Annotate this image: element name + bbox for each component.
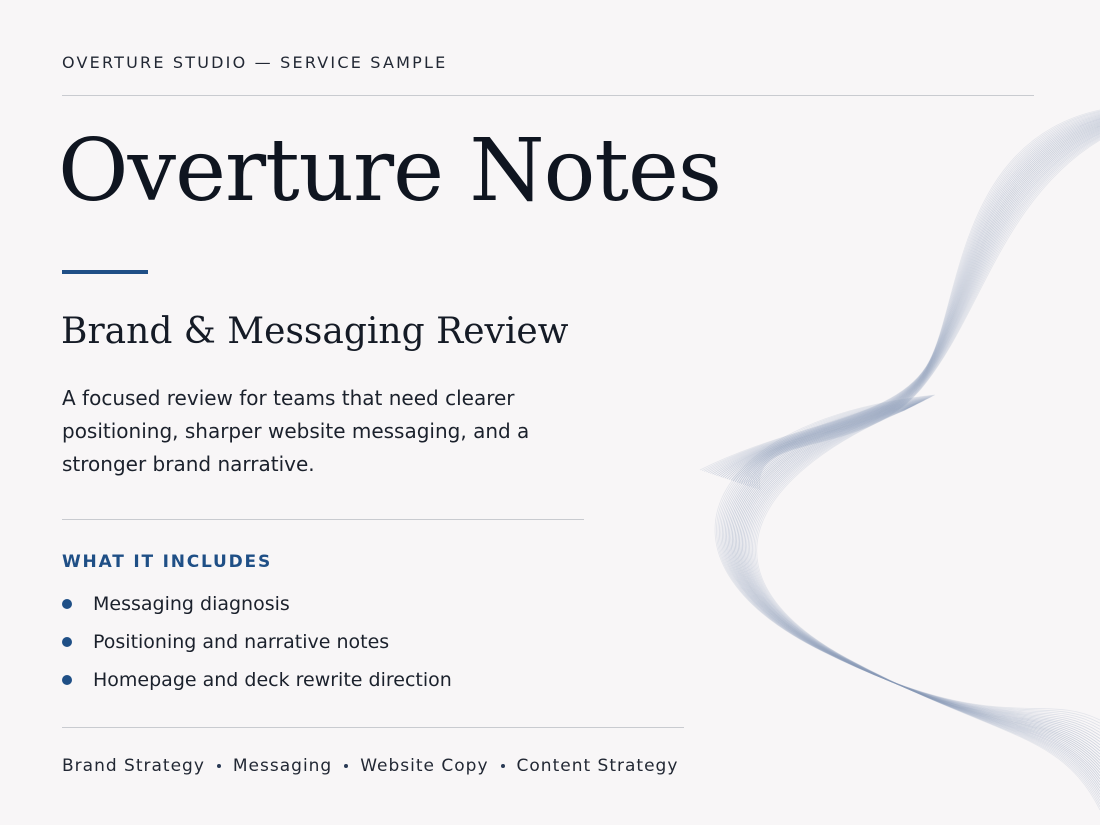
list-item-label: Homepage and deck rewrite direction bbox=[93, 669, 452, 691]
list-item bbox=[62, 627, 452, 665]
wave-line bbox=[746, 133, 1100, 485]
service-description: A focused review for teams that need clearer positioning, sharper website messaging, and a stronger brand narrative. bbox=[62, 386, 530, 476]
studio-eyebrow: OVERTURE STUDIO — SERVICE SAMPLE bbox=[62, 53, 448, 72]
wave-line bbox=[752, 136, 1100, 487]
wave-line bbox=[759, 140, 1100, 490]
wave-line bbox=[737, 403, 1100, 767]
wave-line bbox=[744, 405, 1100, 782]
wave-line bbox=[724, 398, 1100, 739]
wave-line bbox=[732, 401, 1100, 757]
wave-line bbox=[704, 112, 1100, 471]
wave-line bbox=[757, 410, 1100, 810]
wave-line bbox=[742, 405, 1100, 779]
tag-website-copy: Website Copy bbox=[360, 756, 489, 776]
wave-line bbox=[728, 400, 1100, 748]
list-item-label: Messaging diagnosis bbox=[93, 593, 290, 615]
wave-line bbox=[750, 135, 1100, 487]
wave-line bbox=[739, 130, 1100, 483]
list-item bbox=[62, 665, 452, 703]
wave-line bbox=[727, 123, 1100, 479]
wave-line bbox=[718, 396, 1100, 726]
wave-line bbox=[717, 118, 1100, 475]
wave-line bbox=[727, 399, 1100, 745]
tag-content-strategy: Content Strategy bbox=[516, 756, 679, 776]
wave-line bbox=[745, 406, 1100, 785]
wave-line bbox=[740, 404, 1100, 773]
service-subtitle: Brand & Messaging Review bbox=[61, 311, 569, 352]
includes-list bbox=[62, 589, 452, 703]
includes-heading: WHAT IT INCLUDES bbox=[62, 552, 272, 572]
bullet-icon bbox=[62, 637, 72, 647]
service-tags bbox=[62, 756, 678, 776]
separator-dot-icon bbox=[344, 764, 348, 768]
wave-line bbox=[700, 110, 1100, 470]
wave-line bbox=[741, 404, 1100, 776]
wave-line bbox=[719, 119, 1100, 476]
bullet-icon bbox=[62, 675, 72, 685]
tag-brand-strategy: Brand Strategy bbox=[62, 756, 205, 776]
wave-line bbox=[721, 120, 1100, 477]
wave-line bbox=[716, 396, 1100, 724]
wave-line bbox=[712, 116, 1100, 474]
wave-line bbox=[729, 124, 1100, 479]
wave-line bbox=[756, 138, 1100, 489]
wave-line bbox=[735, 128, 1100, 482]
middle-divider bbox=[62, 519, 584, 520]
list-item bbox=[62, 589, 452, 627]
wave-line bbox=[743, 132, 1100, 485]
wave-line bbox=[725, 399, 1100, 742]
tag-messaging: Messaging bbox=[232, 756, 333, 776]
wave-line bbox=[722, 398, 1100, 736]
wave-line bbox=[751, 408, 1100, 798]
wave-line bbox=[750, 407, 1100, 794]
wave-line bbox=[735, 402, 1100, 763]
wave-line bbox=[733, 127, 1100, 481]
wave-line bbox=[752, 408, 1100, 800]
wave-line bbox=[719, 397, 1100, 730]
separator-dot-icon bbox=[501, 764, 505, 768]
wave-line bbox=[725, 122, 1100, 478]
bottom-divider bbox=[62, 727, 684, 728]
wave-line bbox=[706, 113, 1100, 472]
wave-line bbox=[723, 121, 1100, 477]
wave-line bbox=[737, 129, 1100, 483]
wave-line bbox=[755, 409, 1100, 806]
list-item-label: Positioning and narrative notes bbox=[93, 631, 390, 653]
wave-line bbox=[734, 402, 1100, 761]
wave-line bbox=[702, 111, 1100, 471]
wave-line bbox=[758, 139, 1100, 489]
bullet-icon bbox=[62, 599, 72, 609]
wave-line bbox=[708, 114, 1100, 473]
wave-line bbox=[748, 407, 1100, 791]
separator-dot-icon bbox=[217, 764, 221, 768]
wave-line bbox=[715, 395, 1100, 720]
wave-line bbox=[738, 403, 1100, 769]
wave-line bbox=[730, 400, 1100, 751]
wave-line bbox=[710, 115, 1100, 473]
page-title: Overture Notes bbox=[58, 121, 721, 221]
wave-line bbox=[741, 131, 1100, 484]
top-divider bbox=[62, 95, 1034, 96]
wave-line bbox=[731, 126, 1100, 481]
wave-line bbox=[754, 409, 1100, 804]
wave-line bbox=[747, 406, 1100, 788]
title-accent-bar bbox=[62, 270, 148, 274]
wave-line bbox=[748, 134, 1100, 486]
wave-line bbox=[754, 137, 1100, 488]
wave-line bbox=[731, 401, 1100, 754]
wave-line bbox=[721, 397, 1100, 732]
wave-line bbox=[714, 117, 1100, 475]
